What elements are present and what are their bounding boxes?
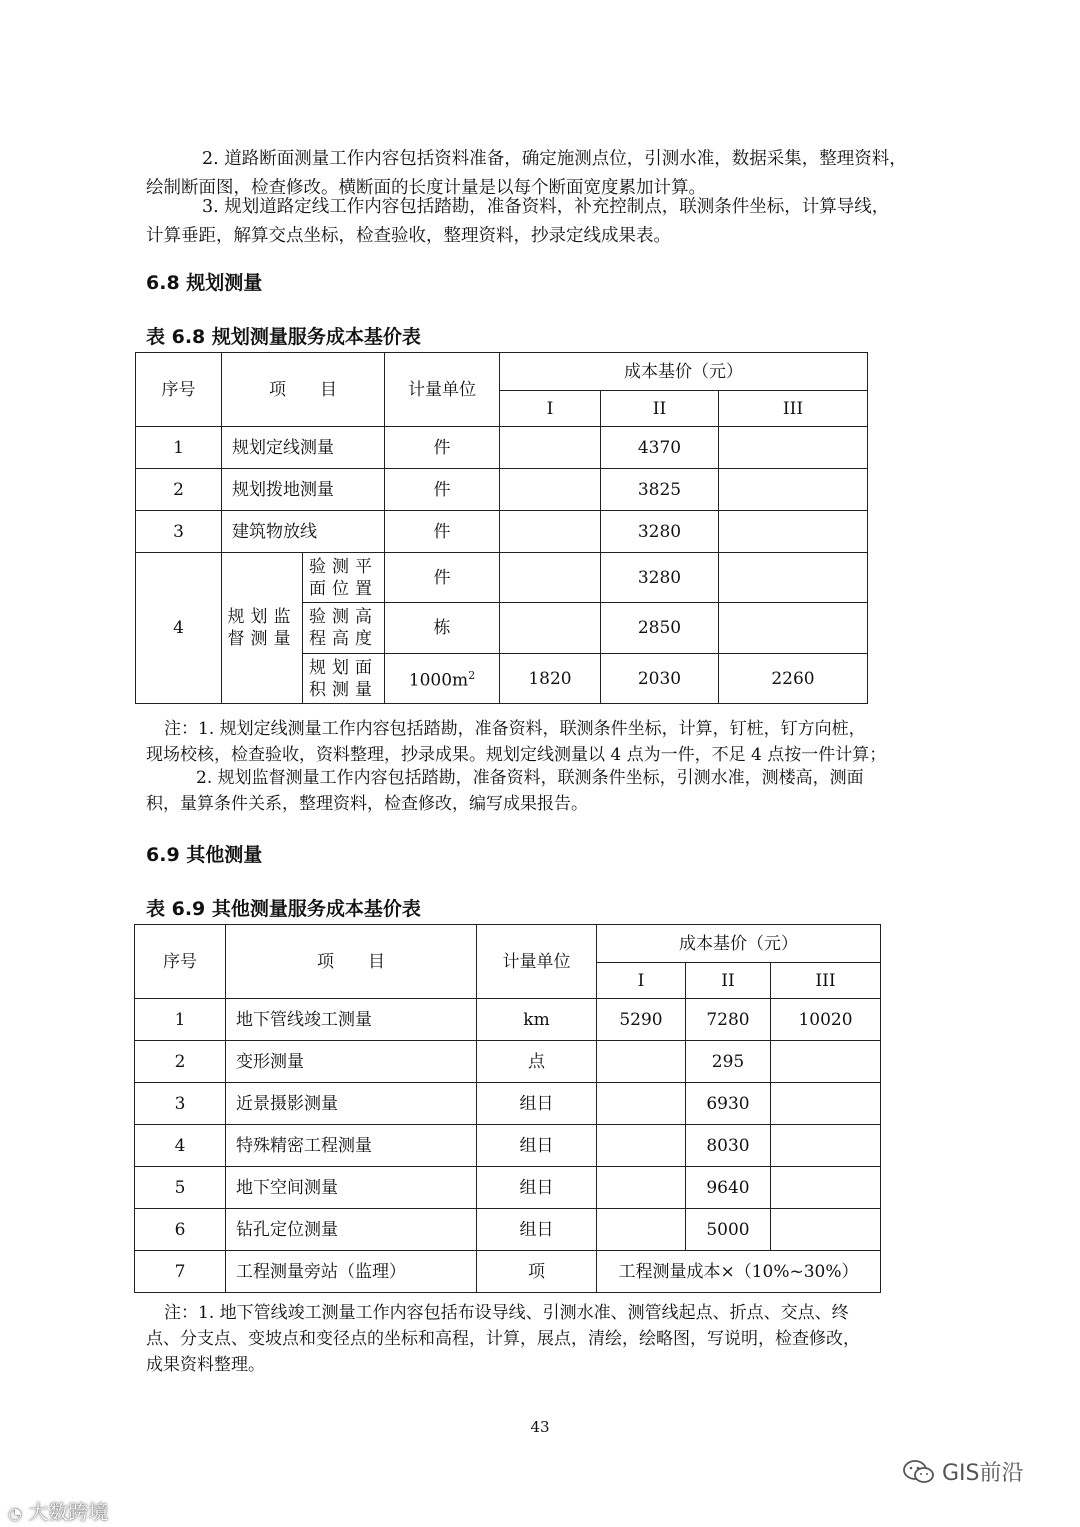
sub-item-line1: 验测平 xyxy=(309,556,378,577)
cell-item: 工程测量旁站（监理） xyxy=(226,1251,477,1293)
cell-seq: 7 xyxy=(135,1251,226,1293)
header-class-1: I xyxy=(597,963,686,999)
header-class-3: III xyxy=(771,963,881,999)
cell-unit: 栋 xyxy=(385,603,500,654)
cell-price-2: 8030 xyxy=(686,1125,771,1167)
intro-p2-line1: 2. 道路断面测量工作内容包括资料准备，确定施测点位，引测水准，数据采集，整理资料， xyxy=(202,149,907,169)
cell-unit xyxy=(385,654,500,704)
intro-p3-line2: 计算垂距，解算交点坐标，检查验收，整理资料，抄录定线成果表。 xyxy=(146,226,671,246)
cell-price-1 xyxy=(500,427,601,469)
cell-price-2: 6930 xyxy=(686,1083,771,1125)
cell-item: 地下管线竣工测量 xyxy=(226,999,477,1041)
header-class-2: II xyxy=(601,391,719,427)
cell-price-1 xyxy=(597,1083,686,1125)
header-seq: 序号 xyxy=(135,925,226,999)
cell-price-2: 5000 xyxy=(686,1209,771,1251)
cell-seq: 4 xyxy=(135,1125,226,1167)
cell-item: 建筑物放线 xyxy=(222,511,385,553)
unit-superscript: 2 xyxy=(468,669,476,683)
header-price: 成本基价（元） xyxy=(500,353,868,391)
cell-price-3 xyxy=(719,427,868,469)
cell-unit: 组日 xyxy=(477,1209,597,1251)
group-name-line2: 督测量 xyxy=(227,629,297,649)
cell-price-1: 5290 xyxy=(597,999,686,1041)
cell-item: 规划定线测量 xyxy=(222,427,385,469)
cell-price-2: 2850 xyxy=(601,603,719,654)
table-row xyxy=(135,1125,881,1167)
sub-item-line2: 面位置 xyxy=(309,578,378,599)
table-row xyxy=(135,1083,881,1125)
cell-sub-item xyxy=(303,654,385,704)
table-6-8 xyxy=(135,352,868,704)
table-row xyxy=(136,511,868,553)
cell-price-3 xyxy=(771,1083,881,1125)
sub-item-line1: 验测高 xyxy=(309,607,378,627)
note1-line1: 注：1. 地下管线竣工测量工作内容包括布设导线、引测水准、测管线起点、折点、交点、终 xyxy=(164,1303,849,1323)
sub-item-line2: 程高度 xyxy=(309,629,378,649)
intro-paragraph-3 xyxy=(146,193,936,251)
cell-price-1 xyxy=(500,511,601,553)
cell-price-3 xyxy=(719,553,868,603)
cell-price-3 xyxy=(771,1167,881,1209)
cell-unit: 组日 xyxy=(477,1167,597,1209)
cell-unit: km xyxy=(477,999,597,1041)
cell-seq: 3 xyxy=(135,1083,226,1125)
note1-line3: 成果资料整理。 xyxy=(146,1355,265,1375)
group-name-line1: 规划监 xyxy=(227,607,297,627)
cell-unit: 件 xyxy=(385,511,500,553)
section-6-8-heading: 6.8 规划测量 xyxy=(146,272,263,294)
cell-price-3 xyxy=(771,1209,881,1251)
cell-sub-item xyxy=(303,603,385,654)
cell-price-2: 2030 xyxy=(601,654,719,704)
cell-seq: 1 xyxy=(136,427,222,469)
cell-seq: 4 xyxy=(136,553,222,704)
cell-unit: 组日 xyxy=(477,1125,597,1167)
cell-seq: 2 xyxy=(135,1041,226,1083)
cell-item: 变形测量 xyxy=(226,1041,477,1083)
cell-unit: 件 xyxy=(385,553,500,603)
cell-price-3 xyxy=(771,1125,881,1167)
cell-seq: 1 xyxy=(135,999,226,1041)
sub-item-line2: 积测量 xyxy=(309,679,378,700)
cell-item: 规划拨地测量 xyxy=(222,469,385,511)
table-row xyxy=(135,1209,881,1251)
cell-price-1 xyxy=(597,1167,686,1209)
table-row xyxy=(135,1251,881,1293)
table-6-9-caption: 表 6.9 其他测量服务成本基价表 xyxy=(146,898,421,920)
note2-line1: 2. 规划监督测量工作内容包括踏勘，准备资料，联测条件坐标，引测水准，测楼高，测面 xyxy=(196,768,864,788)
cell-price-2: 7280 xyxy=(686,999,771,1041)
table-row xyxy=(136,427,868,469)
cell-price-1 xyxy=(597,1125,686,1167)
header-item: 项 目 xyxy=(226,925,477,999)
table-row xyxy=(135,999,881,1041)
cell-unit: 组日 xyxy=(477,1083,597,1125)
cell-price-1: 1820 xyxy=(500,654,601,704)
intro-p2-line2: 绘制断面图，检查修改。横断面的长度计量是以每个断面宽度累加计算。 xyxy=(146,178,706,198)
cell-price-2: 3280 xyxy=(601,511,719,553)
cell-item: 钻孔定位测量 xyxy=(226,1209,477,1251)
note1-line2: 点、分支点、变坡点和变径点的坐标和高程，计算，展点，清绘，绘略图，写说明，检查修改， xyxy=(146,1329,860,1349)
header-unit: 计量单位 xyxy=(477,925,597,999)
cell-price-1 xyxy=(500,469,601,511)
page-number: 43 xyxy=(530,1418,550,1436)
table-row xyxy=(135,1041,881,1083)
cell-price-1 xyxy=(500,603,601,654)
table-6-8-caption: 表 6.8 规划测量服务成本基价表 xyxy=(146,326,421,348)
cell-seq: 6 xyxy=(135,1209,226,1251)
intro-p3-line1: 3. 规划道路定线工作内容包括踏勘，准备资料，补充控制点，联测条件坐标，计算导线， xyxy=(202,197,890,217)
cell-unit: 点 xyxy=(477,1041,597,1083)
cell-item: 特殊精密工程测量 xyxy=(226,1125,477,1167)
cell-price-2: 295 xyxy=(686,1041,771,1083)
header-unit: 计量单位 xyxy=(385,353,500,427)
cell-price-3 xyxy=(719,603,868,654)
cell-unit: 件 xyxy=(385,427,500,469)
cell-seq: 5 xyxy=(135,1167,226,1209)
cell-price-3: 10020 xyxy=(771,999,881,1041)
wechat-icon xyxy=(902,1459,936,1485)
cell-price-1 xyxy=(500,553,601,603)
sub-item-line1: 规划面 xyxy=(309,657,378,678)
table-6-9-note-1 xyxy=(146,1300,936,1378)
cell-price-3 xyxy=(719,469,868,511)
table-6-8-note-1 xyxy=(146,716,936,768)
weibo-icon: ◔ xyxy=(8,1504,22,1523)
section-6-9-heading: 6.9 其他测量 xyxy=(146,844,263,866)
header-item: 项 目 xyxy=(222,353,385,427)
table-6-9 xyxy=(134,924,881,1293)
cell-item: 地下空间测量 xyxy=(226,1167,477,1209)
cell-seq: 3 xyxy=(136,511,222,553)
watermark-right-text: GIS前沿 xyxy=(942,1461,1024,1486)
header-class-1: I xyxy=(500,391,601,427)
header-class-3: III xyxy=(719,391,868,427)
cell-price-2: 3280 xyxy=(601,553,719,603)
table-6-8-note-2 xyxy=(146,765,936,817)
note1-line1: 注：1. 规划定线测量工作内容包括踏勘，准备资料，联测条件坐标，计算，钉桩，钉方向桩， xyxy=(164,719,866,739)
cell-price-3 xyxy=(719,511,868,553)
table-row xyxy=(135,1167,881,1209)
cell-price-2: 3825 xyxy=(601,469,719,511)
cell-price-1 xyxy=(597,1041,686,1083)
table-row xyxy=(136,553,868,603)
watermark-left xyxy=(8,1496,108,1525)
cell-unit: 项 xyxy=(477,1251,597,1293)
cell-group-name xyxy=(222,553,303,704)
note2-line2: 积，量算条件关系，整理资料，检查修改，编写成果报告。 xyxy=(146,794,588,814)
header-seq: 序号 xyxy=(136,353,222,427)
watermark-right xyxy=(902,1456,1024,1487)
note1-line2: 现场校核，检查验收，资料整理，抄录成果。规划定线测量以 4 点为一件，不足 4 点按一件计算； xyxy=(146,745,887,765)
watermark-left-text: 大数跨境 xyxy=(28,1500,109,1524)
cell-price-3: 2260 xyxy=(719,654,868,704)
unit-text: 1000m xyxy=(408,670,469,691)
cell-unit: 件 xyxy=(385,469,500,511)
header-price: 成本基价（元） xyxy=(597,925,881,963)
cell-price-3 xyxy=(771,1041,881,1083)
cell-price-merged: 工程测量成本×（10%~30%） xyxy=(597,1251,881,1293)
cell-price-2: 4370 xyxy=(601,427,719,469)
cell-price-2: 9640 xyxy=(686,1167,771,1209)
cell-seq: 2 xyxy=(136,469,222,511)
table-row xyxy=(136,469,868,511)
cell-item: 近景摄影测量 xyxy=(226,1083,477,1125)
header-class-2: II xyxy=(686,963,771,999)
cell-price-1 xyxy=(597,1209,686,1251)
cell-sub-item xyxy=(303,553,385,603)
